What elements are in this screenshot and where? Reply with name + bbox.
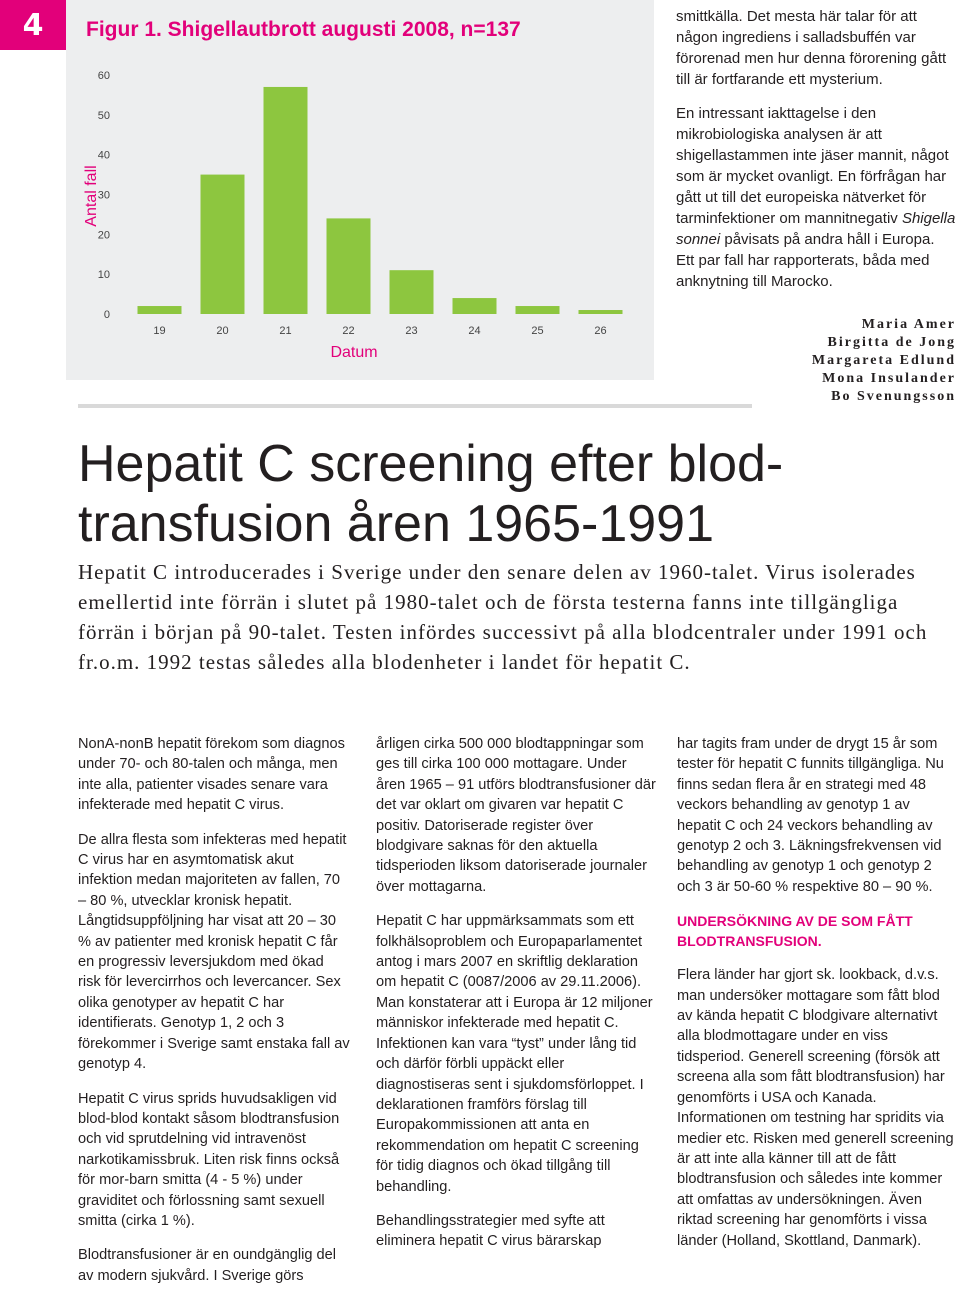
- y-tick-label: 20: [97, 229, 110, 242]
- author-name: Bo Svenungsson: [831, 389, 956, 404]
- author-name: Birgitta de Jong: [827, 335, 956, 350]
- bar: [453, 298, 497, 314]
- x-tick-label: 21: [279, 325, 292, 337]
- mannitol-paragraph: [676, 103, 956, 292]
- author-name: Maria Amer: [861, 317, 956, 332]
- article-title-line2: transfusion åren 1965-1991: [78, 495, 715, 553]
- paragraph: Hepatit C har uppmärksammats som ett folkhälsoproblem och Europaparlamentet antog i mars 2007 en skriftlig deklaration om hepatit C (0087/2006 av 29.11.2006). Man konstaterar att i Europa är 12 miljoner människor infekterade med hepatit C. Infektionen kan vara “tyst” under lång tid och därför förbli uppäckt eller diagnostiseras sent i sjukdomsförloppet. I deklarationen framförs förslag till Europakommissionen att anta en rekommendation om hepatit C screening för tidig diagnos och ökad tillgång till behandling.: [376, 913, 653, 1195]
- x-tick-label: 22: [342, 325, 355, 337]
- paragraph: Blodtransfusioner är en oundgänglig del av modern sjukvård. I Sverige görs: [78, 1247, 337, 1284]
- x-axis-title: Datum: [330, 344, 378, 361]
- x-tick-label: 20: [216, 325, 229, 337]
- figure-title: Figur 1. Shigellautbrott augusti 2008, n=137: [86, 18, 521, 41]
- bar: [390, 270, 434, 314]
- page-number: 4: [0, 0, 66, 50]
- section-divider: [78, 404, 752, 408]
- paragraph: Flera länder har gjort sk. lookback, d.v.s. man undersöker mottagare som fått blod av kända hepatit C blodgivare alternativt alla blodmottagare under en viss tidsperiod. Generell screening (försök att screena alla som fått blodtransfusion) har genomförts i USA och Kanada. Informationen om testning har spridits via medier etc. Risken med generell screening är att inte alla känner till att de fått blodtransfusion och således inte kommer att omfattas av undersökningen. Även riktad screening har genomförts i vissa länder (Holland, Skottland, Danmark).: [677, 967, 954, 1249]
- paragraph: De allra flesta som infekteras med hepatit C virus har en asymtomatisk akut infektion medan majoriteten av fallen, 70 – 80 %, utvecklar kronisk hepatit. Långtidsuppföljning har visat att 20 – 30 % av patienter med kronisk hepatit C får en progressiv leversjukdom med ökad risk för levercirrhos och levercancer. Sex olika genotyper av hepatit C har identifierats. Genotyp 1, 2 och 3 förekommer i Sverige samt enstaka fall av genotyp 4.: [78, 831, 350, 1073]
- mannitol-paragraph-end: påvisats på andra håll i Europa. Ett par fall har rapporterats, båda med anknytning till Marocko.: [676, 231, 935, 290]
- author-name: Mona Insulander: [822, 371, 956, 386]
- y-axis-title: Antal fall: [83, 165, 100, 227]
- mannitol-text: [676, 103, 956, 292]
- bar: [138, 306, 182, 314]
- paragraph: NonA-nonB hepatit förekom som diagnos under 70- och 80-talen och många, men inte alla, patienter visades senare vara infekterade med hepatit C virus.: [78, 736, 345, 814]
- y-tick-label: 30: [97, 189, 110, 202]
- paragraph: årligen cirka 500 000 blodtappningar som ges till cirka 100 000 mottagare. Under åren 1965 – 91 utförs blodtransfusioner där det var oklart om givaren var hepatit C positiv. Datoriserade register över blodgivare saknas för den aktuella tidsperioden liksom datoriserade journaler över mottagarna.: [376, 736, 656, 895]
- article-title-line1: Hepatit C screening efter blod-: [78, 435, 784, 493]
- x-tick-label: 24: [468, 325, 481, 337]
- article-title: [78, 434, 898, 554]
- species-name: Shigella sonnei: [676, 210, 956, 248]
- bar: [201, 175, 245, 314]
- mannitol-paragraph-start: En intressant iakttagelse i den mikrobiologiska analysen är att shigellastammen inte jäser mannit, något som är mycket ovanligt. En förfrågan har gått ut till det europeiska nätverket för tarminfektioner om mannitnegativ: [676, 105, 949, 227]
- continued-paragraph: smittkälla. Det mesta här talar för att någon ingrediens i salladsbuffén var förorenad men hur denna förorening gått till är fortfarande ett mysterium.: [676, 8, 947, 88]
- y-tick-label: 10: [97, 269, 110, 282]
- bar: [579, 310, 623, 314]
- bar: [516, 306, 560, 314]
- article-lead: Hepatit C introducerades i Sverige under den senare delen av 1960-talet. Virus isolerades emellertid inte förrän i slutet på 1980-talet och de första testerna fanns inte tillgängliga förrän i början på 90-talet. Testen infördes successivt på alla blodcentraler under 1991 och fr.o.m. 1992 testas således alla blodenheter i landet för hepatit C.: [78, 560, 928, 674]
- section-heading: UNDERSÖKNING AV DE SOM FÅTT BLODTRANSFUSION.: [677, 913, 913, 950]
- text-column-3: [677, 734, 957, 1265]
- x-tick-label: 23: [405, 325, 418, 337]
- text-column-1: [78, 734, 350, 1300]
- bar-chart: [66, 0, 654, 380]
- continued-text: [676, 6, 956, 90]
- paragraph: Behandlingsstrategier med syfte att eliminera hepatit C virus bärarskap: [376, 1212, 605, 1250]
- x-tick-label: 25: [531, 325, 544, 337]
- y-tick-label: 60: [97, 70, 110, 82]
- bar: [264, 87, 308, 314]
- author-list: [780, 316, 956, 406]
- paragraph: har tagits fram under de drygt 15 år som tester för hepatit C funnits tillgängliga. Nu finns sedan flera år en strategi med 48 veckors behandling av genotyp 1 av hepatit C och 24 veckors behandling av genotyp 2 och 3. Läkningsfrekvensen vid behandling av genotyp 1 och genotyp 2 och 3 är 50-60 % respektive 80 – 90 %.: [677, 736, 944, 895]
- y-tick-label: 0: [103, 309, 110, 321]
- author-name: Margareta Edlund: [811, 353, 956, 368]
- y-tick-label: 40: [97, 149, 110, 162]
- bar: [327, 218, 371, 314]
- paragraph: Hepatit C virus sprids huvudsakligen vid blod-blod kontakt såsom blodtransfusion och vid sprutdelning vid intravenöst narkotikamissbruk. Liten risk finns också för mor-barn smitta (4 - 5 %) under graviditet och förlossning samt sexuell smitta (cirka 1 %).: [78, 1090, 340, 1229]
- x-tick-label: 26: [594, 325, 607, 337]
- text-column-2: [376, 734, 656, 1266]
- x-tick-label: 19: [153, 325, 166, 337]
- y-tick-label: 50: [97, 109, 110, 122]
